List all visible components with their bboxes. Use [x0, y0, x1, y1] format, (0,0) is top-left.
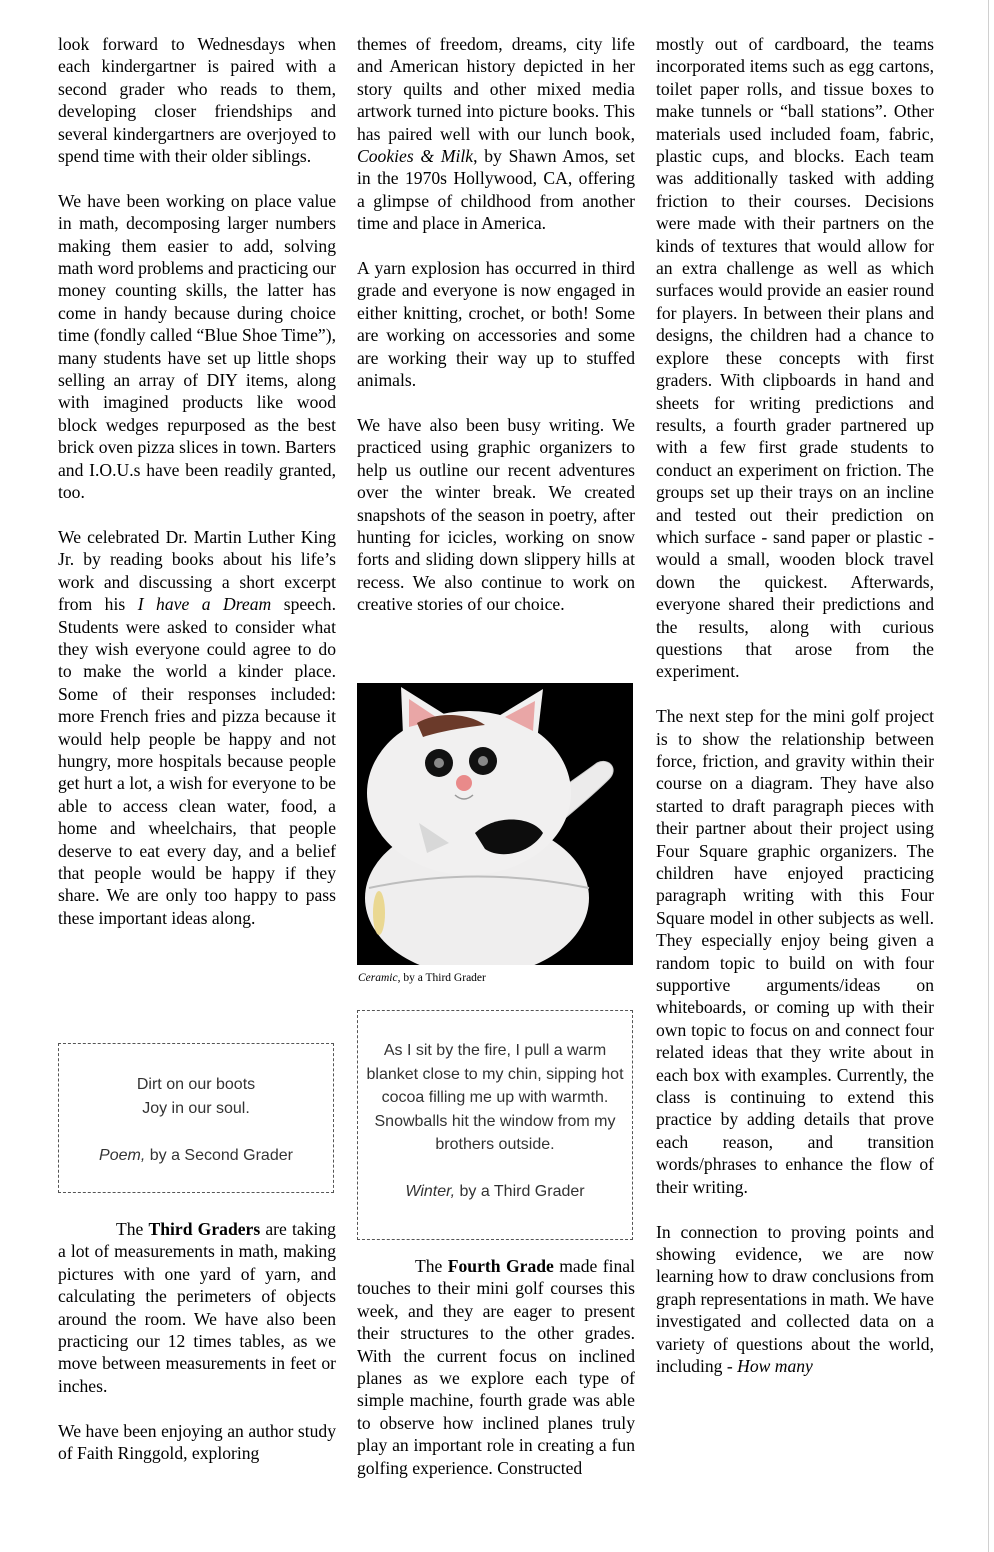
ceramic-cat-photo — [357, 683, 633, 965]
third-grade-text: are taking a lot of measurements in math, making pictures with one yard of yarn, and calculating the perimeters of objects around the room. We have also been practicing our 12 times tables, as we move between measurements in feet or inches. — [58, 1219, 336, 1396]
paragraph-graphs — [656, 1221, 934, 1378]
paragraph-four-square: The next step for the mini golf project is to show the relationship between force, friction, and gravity within their course on a diagram. They have also started to draft paragraph pieces with their partner about their project using Four Square graphic organizers. The children have enjoyed practicing paragraph writing with this Four Square model in other subjects as well. They especially enjoy being given a random topic to build on with four supportive arguments/ideas on whiteboards, or coming up with their own topic to focus on and connect four related ideas that they write about in each box with examples. Currently, the class is continuing to extend this practice by adding details that prove each reason, and transition words/phrases to enhance the flow of their writing. — [656, 706, 934, 1197]
paragraph-fourth-grade — [357, 1255, 635, 1479]
paragraph-mini-golf-materials: mostly out of cardboard, the teams incorporated items such as egg cartons, toilet paper rolls, and tissue boxes to make tunnels or “ball stations”. Other materials used included foam, fabric, plastic cups, and blocks. Each team was additionally tasked with adding friction to their courses. Decisions were made with their partners on the kinds of textures that would allow for an extra challenge as well as which surfaces would provide an easier round for players. In between their plans and designs, the children had a chance to explore these concepts with first graders. With clipboards in hand and sheets for writing predictions and results, a fourth grader partnered up with a few first grade students to conduct an experiment on friction. The groups set up their trays on an incline and tested out their prediction on which surface - sand paper or plastic - would a small, wooden block travel down the quickest. Afterwards, everyone shared their predictions and the results, along with curious questions that arose from the experiment. — [656, 34, 934, 682]
paragraph-faith-ringgold: We have been enjoying an author study of Faith Ringgold, exploring — [58, 1420, 336, 1464]
fourth-grade-heading: Fourth Grade — [447, 1256, 554, 1276]
column-2-bottom — [357, 1255, 635, 1501]
paragraph-third-graders — [58, 1218, 336, 1397]
column-1-bottom — [58, 1218, 336, 1487]
mlk-speech-title: I have a Dream — [137, 594, 272, 615]
caption-by: , by a Third Grader — [397, 972, 486, 984]
paragraph-math-shops: We have been working on place value in math, decomposing larger numbers making them easier to add, solving math word problems and practicing our money counting skills, the latter has come in handy because during choice time (fondly called “Blue Shoe Time”), many students have set up little shops selling an array of DIY items, along with imagined products like wood block wedges repurposed as the best brick oven pizza slices in town. Barters and I.O.U.s have been readily granted, too. — [58, 190, 337, 503]
ceramic-cat-illustration — [357, 683, 633, 965]
mlk-text-b: speech. Students were asked to consider what they wish everyone could agree to do to make the world a kinder place. Some of their responses included: more French fries and pizza because it would help people be happy and not hungry, more hospitals because people get hurt a lot, a wish for everyone to be able to access clean water, food, a home and wheelchairs, that people deserve to eat every day, and a belief that people would be happy if they share. We are only too happy to pass these important ideas along. — [58, 594, 337, 928]
column-1 — [58, 33, 336, 952]
poem-credit-title: Winter, — [405, 1183, 456, 1200]
poem-credit — [364, 1180, 626, 1204]
paragraph-yarn: A yarn explosion has occurred in third grade and everyone is now engaged in either knitting, crochet, or both! Some are working on accessories and some are working their way up to stuffed animals. — [357, 258, 635, 391]
poem-credit-by: by a Second Grader — [145, 1146, 293, 1164]
graphs-text: In connection to proving points and showing evidence, we are now learning how to draw conclusions from graph representations in math. We have investigated and collected data on a variety of questions about the world, including - — [656, 1221, 934, 1376]
paragraph-writing: We have also been busy writing. We practiced using graphic organizers to help us outline our recent adventures over the winter break. We created snapshots of the season in poetry, after hunting for icicles, working on snow forts and sliding down slippery hills at recess. We also continue to work on creative stories of our choice. — [357, 414, 635, 615]
third-grade-pre: The — [116, 1219, 149, 1239]
poem-credit-by: by a Third Grader — [455, 1183, 585, 1200]
poem-text: As I sit by the fire, I pull a warm blanket close to my chin, sipping hot cocoa filling me up with warmth. Snowballs hit the window from my brothers outside. — [366, 1042, 624, 1153]
mlk-text-a: We celebrated Dr. Martin Luther King Jr. by reading books about his life’s work and discussing a short excerpt from his — [58, 526, 336, 615]
lunch-book-title: Cookies & Milk — [357, 146, 474, 167]
column-3 — [656, 33, 934, 1400]
poem-credit — [59, 1144, 333, 1168]
caption-title: Ceramic — [358, 972, 398, 984]
poem-box-second-grader — [58, 1043, 334, 1193]
poem-line: Joy in our soul. — [142, 1099, 250, 1117]
poem-line: Dirt on our boots — [136, 1076, 256, 1093]
paragraph-mlk — [58, 526, 336, 929]
paragraph-story-quilts — [357, 33, 635, 235]
photo-caption — [358, 971, 486, 985]
graphs-question: How many — [737, 1355, 813, 1376]
paragraph-kindergarten-reading: look forward to Wednesdays when each kindergartner is paired with a second grader who reads to them, developing closer friendships and several kindergartners are overjoyed to spend time with their older siblings. — [58, 34, 336, 167]
column-2 — [357, 33, 635, 638]
page-edge — [988, 0, 989, 1552]
quilts-text-a: themes of freedom, dreams, city life and American history depicted in her story quilts and other mixed media artwork turned into picture books. This has paired well with our lunch book, — [357, 34, 635, 144]
poem-credit-title: Poem, — [99, 1146, 146, 1164]
third-grade-heading: Third Graders — [148, 1219, 261, 1239]
quilts-text-b: , by Shawn Amos, set in the 1970s Hollywood, CA, offering a glimpse of childhood from another time and place in America. — [357, 146, 635, 234]
fourth-grade-text: made final touches to their mini golf courses this week, and they are eager to present their structures to the other grades. With the current focus on inclined planes as we explore each type of simple machine, fourth grade was able to observe how inclined planes truly play an important role in creating a fun golfing experience. Constructed — [357, 1256, 635, 1478]
fourth-grade-pre: The — [415, 1256, 448, 1276]
poem-box-third-grader — [357, 1010, 633, 1240]
